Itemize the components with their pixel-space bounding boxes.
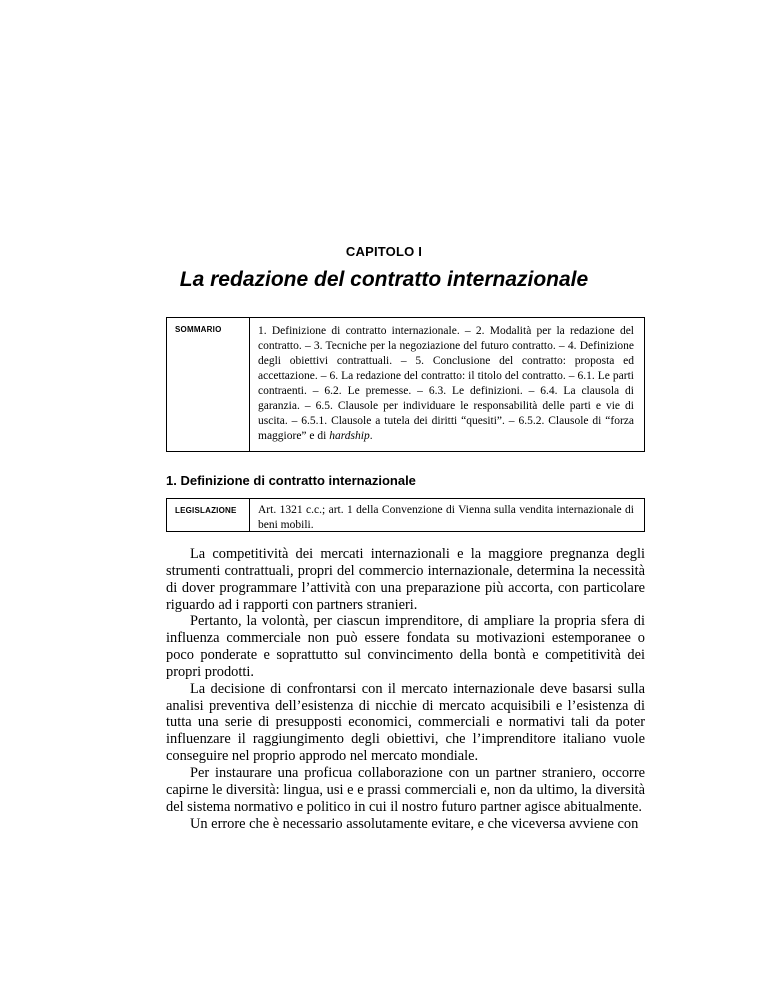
summary-text-italic: hardship bbox=[329, 430, 370, 442]
summary-text-main: 1. Definizione di contratto internazionale. – 2. Modalità per la redazione del contratto. – 3. Tecniche per la negoziazione del futuro contratto. – 4. Definizione degli obiettivi contrattuali. – 5. Conclusione del contratto: proposta ed accettazione. – 6. La redazione del contratto: il titolo del contratto. – 6.1. Le parti contraenti. – 6.2. Le premesse. – 6.3. Le definizioni. – 6.4. La clausola di garanzia. – 6.5. Clausole per individuare le responsabilità delle parti e vie di uscita. – 6.5.1. Clausole a tutela dei diritti “quesiti”. – 6.5.2. Clausole di “forza maggiore” e di bbox=[258, 325, 634, 442]
paragraph: La decisione di confrontarsi con il mercato internazionale deve basarsi sulla analisi preventiva dell’esistenza di nicchie di mercato acquisibili e l’esistenza di tutta una serie di presupposti economici, commerciali e normativi tali da poter influenzare il raggiungimento degli obiettivi, che l’imprenditore italiano vuole conseguire nel proprio approdo nel mercato mondiale. bbox=[166, 680, 645, 765]
summary-box bbox=[166, 317, 645, 452]
paragraph: Pertanto, la volontà, per ciascun imprenditore, di ampliare la propria sfera di influenza commerciale non può essere fondata su motivazioni estemporanee o poco ponderate e soprattutto sul convincimento della bontà e competitività dei propri prodotti. bbox=[166, 613, 645, 680]
body-text bbox=[166, 546, 645, 832]
summary-label: SOMMARIO bbox=[167, 318, 250, 451]
chapter-title: La redazione del contratto internazionale bbox=[179, 268, 589, 291]
summary-text-end: . bbox=[369, 430, 373, 442]
legislation-label: LEGISLAZIONE bbox=[167, 499, 250, 531]
paragraph: Un errore che è necessario assolutamente evitare, e che viceversa avviene con bbox=[190, 815, 639, 832]
legislation-text: Art. 1321 c.c.; art. 1 della Convenzione di Vienna sulla vendita internazionale di beni mobili. bbox=[258, 504, 634, 531]
section-heading: 1. Definizione di contratto internazionale bbox=[166, 473, 416, 488]
paragraph: La competitività dei mercati internazionali e la maggiore pregnanza degli strumenti contrattuali, propri del commercio internazionale, determina la necessità di dover programmare l’attività con una preparazione più accorta, con particolare riguardo ad i rapporti con partners stranieri. bbox=[166, 546, 645, 613]
summary-text bbox=[250, 318, 644, 451]
paragraph: Per instaurare una proficua collaborazione con un partner straniero, occorre capirne le diversità: lingua, usi e e prassi commerciali e, non da ultimo, la diversità del sistema normativo e politico in cui il nostro futuro partner agisce abitualmente. bbox=[166, 764, 645, 815]
chapter-label: CAPITOLO I bbox=[345, 244, 423, 259]
legislation-box bbox=[166, 498, 645, 532]
